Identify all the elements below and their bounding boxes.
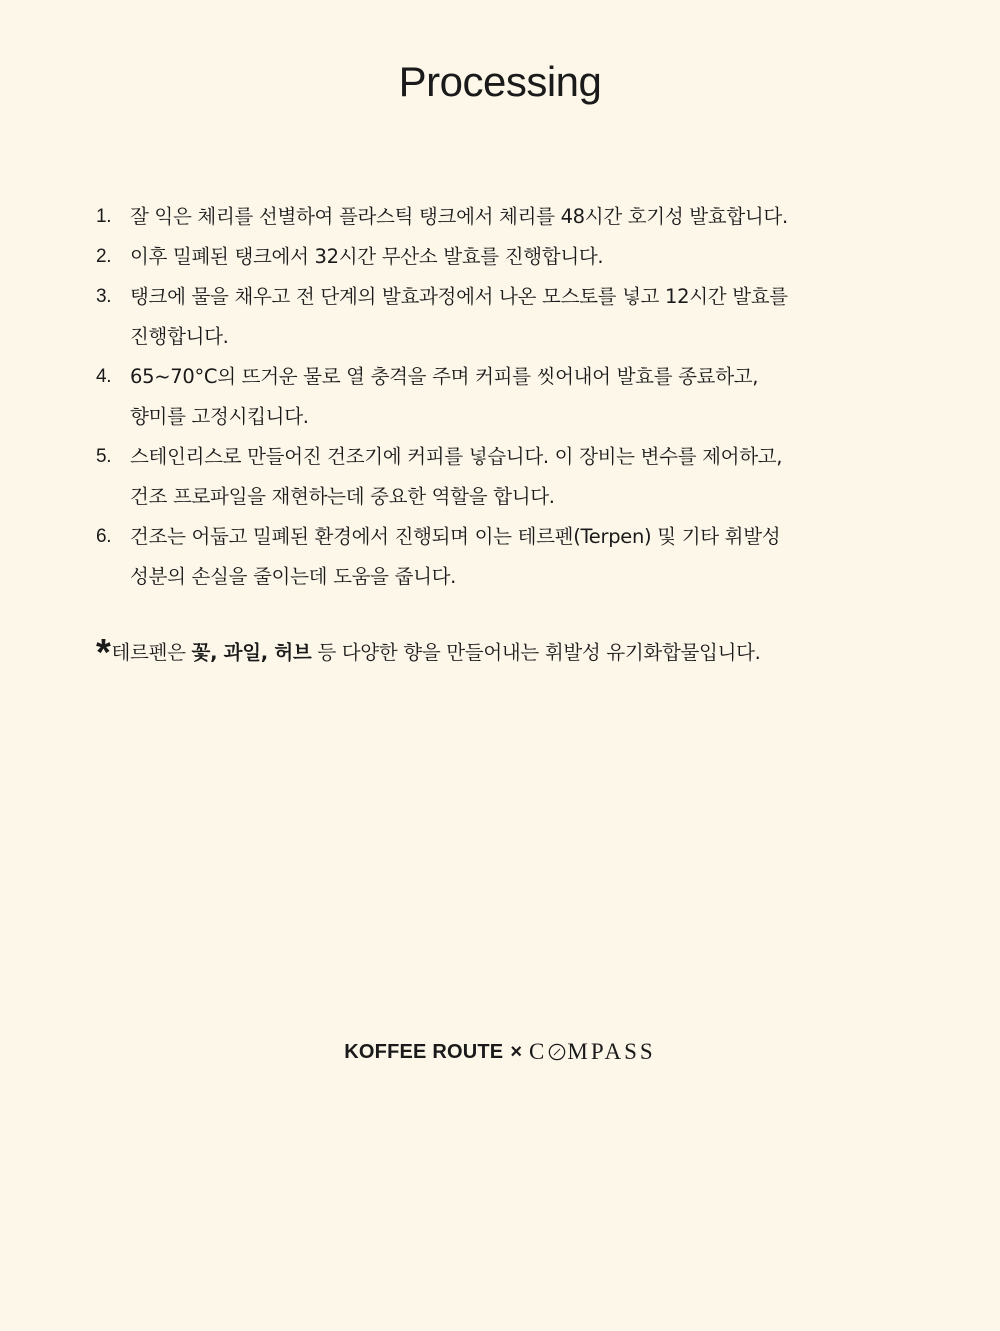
compass-logo-rest: MPASS	[567, 1039, 656, 1064]
compass-logo-c: C	[529, 1039, 548, 1064]
list-item	[96, 237, 956, 277]
step-text: 이후 밀폐된 탱크에서 32시간 무산소 발효를 진행합니다.	[130, 245, 604, 268]
step-text: 스테인리스로 만들어진 건조기에 커피를 넣습니다. 이 장비는 변수를 제어하고, 건조 프로파일을 재현하는데 중요한 역할을 합니다.	[130, 445, 783, 508]
list-item	[96, 357, 956, 437]
collab-separator: ×	[510, 1040, 523, 1063]
step-number: 1.	[96, 206, 112, 227]
step-text: 잘 익은 체리를 선별하여 플라스틱 탱크에서 체리를 48시간 호기성 발효합니다.	[130, 205, 788, 228]
list-item	[96, 517, 956, 597]
step-text: 건조는 어둡고 밀폐된 환경에서 진행되며 이는 테르펜(Terpen) 및 기타 휘발성 성분의 손실을 줄이는데 도움을 줍니다.	[130, 525, 781, 588]
list-item	[96, 437, 956, 517]
footnote-highlight: 꽃, 과일, 허브	[191, 641, 312, 664]
step-number: 6.	[96, 526, 112, 547]
step-text: 탱크에 물을 채우고 전 단계의 발효과정에서 나온 모스토를 넣고 12시간 발효를 진행합니다.	[130, 285, 788, 348]
process-steps-list	[96, 197, 956, 597]
asterisk-mark: *	[96, 632, 111, 674]
list-item	[96, 277, 956, 357]
footnote-suffix: 등 다양한 향을 만들어내는 휘발성 유기화합물입니다.	[311, 641, 761, 664]
compass-logo	[529, 1039, 656, 1065]
list-item	[96, 197, 956, 237]
step-number: 2.	[96, 246, 112, 267]
brand-footer	[0, 1036, 1000, 1068]
terpene-footnote	[96, 620, 956, 680]
step-number: 3.	[96, 286, 112, 307]
step-number: 4.	[96, 366, 112, 387]
compass-icon	[548, 1043, 566, 1061]
footnote-prefix: 테르펜은	[111, 641, 192, 664]
page-title: Processing	[398, 58, 602, 105]
step-number: 5.	[96, 446, 112, 467]
koffee-route-logo: KOFFEE ROUTE	[344, 1040, 504, 1063]
step-text: 65~70°C의 뜨거운 물로 열 충격을 주며 커피를 씻어내어 발효를 종료하고, 향미를 고정시킵니다.	[130, 365, 759, 428]
